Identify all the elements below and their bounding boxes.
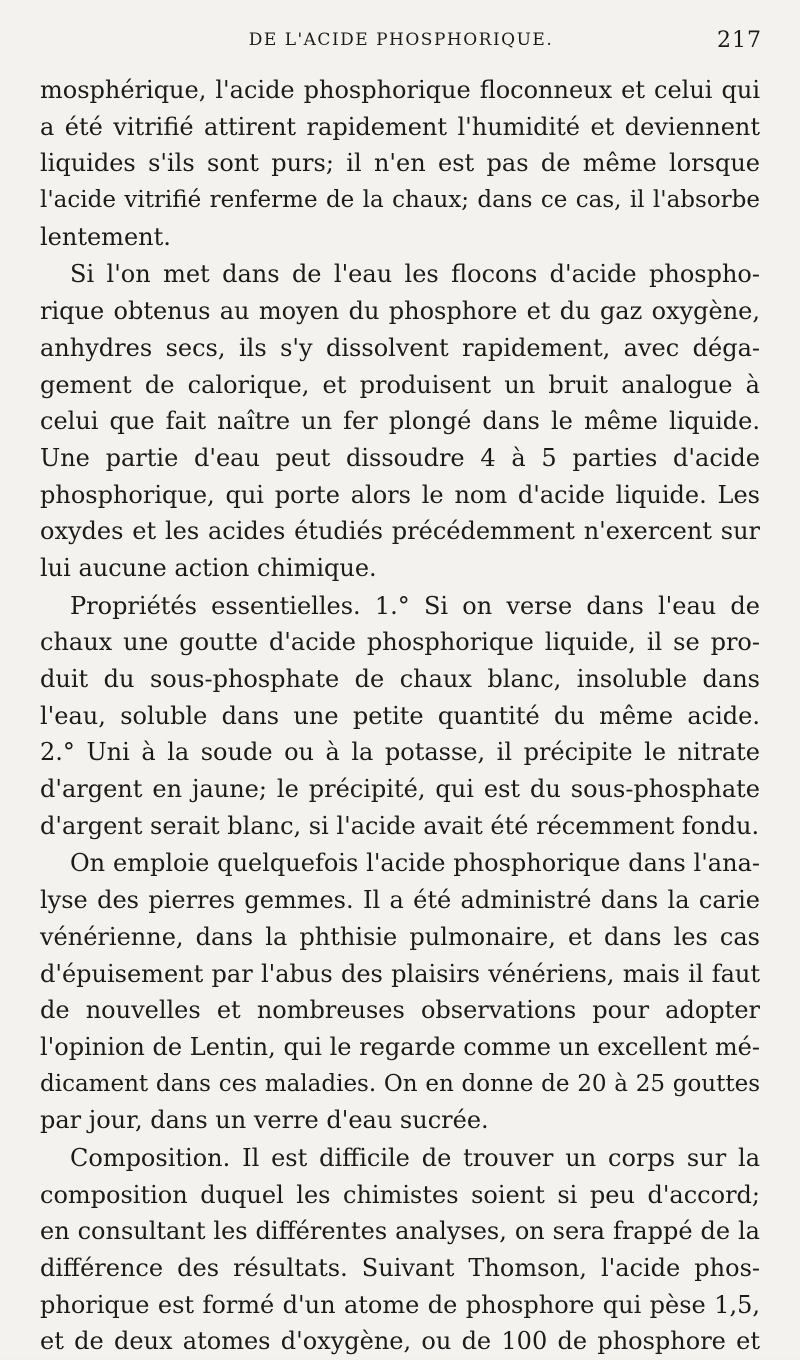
text-line: a été vitrifié attirent rapidement l'humidité et deviennent — [40, 112, 760, 141]
text-line: et de deux atomes d'oxygène, ou de 100 de phosphore et — [40, 1327, 760, 1356]
text-line: lyse des pierres gemmes. Il a été administré dans la carie — [40, 886, 760, 915]
text-line: Une partie d'eau peut dissoudre 4 à 5 parties d'acide — [40, 443, 760, 472]
page-number: 217 — [717, 28, 762, 53]
text-line: lentement. — [40, 222, 171, 251]
text-line: Propriétés essentielles. 1.° Si on verse dans l'eau de — [70, 591, 760, 620]
text-line: anhydres secs, ils s'y dissolvent rapidement, avec déga- — [40, 333, 760, 362]
text-line: différence des résultats. Suivant Thomson, l'acide phos- — [40, 1254, 760, 1282]
text-line: d'argent en jaune; le précipité, qui est du sous-phosphate — [40, 775, 760, 804]
text-line: phorique est formé d'un atome de phosphore qui pèse 1,5, — [40, 1290, 760, 1319]
text-line: duit du sous-phosphate de chaux blanc, insoluble dans — [40, 665, 760, 693]
text-line: lui aucune action chimique. — [40, 553, 377, 582]
text-line: rique obtenus au moyen du phosphore et du gaz oxygène, — [40, 297, 760, 326]
page-header — [40, 30, 762, 64]
text-line: en consultant les différentes analyses, on sera frappé de la — [40, 1217, 760, 1246]
running-head: DE L'ACIDE PHOSPHORIQUE. — [248, 30, 554, 50]
text-line: celui que fait naître un fer plongé dans le même liquide. — [40, 407, 760, 436]
text-line: vénérienne, dans la phthisie pulmonaire, et dans les cas — [40, 922, 760, 951]
text-line: l'opinion de Lentin, qui le regarde comme un excellent mé- — [40, 1032, 760, 1061]
text-line: gement de calorique, et produisent un bruit analogue à — [40, 370, 760, 399]
text-line: oxydes et les acides étudiés précédemment n'exercent sur — [40, 517, 760, 546]
text-line: liquides s'ils sont purs; il n'en est pas de même lorsque — [40, 149, 760, 178]
text-line: 2.° Uni à la soude ou à la potasse, il précipite le nitrate — [40, 738, 760, 767]
text-line: chaux une goutte d'acide phosphorique liquide, il se pro- — [40, 628, 760, 657]
text-line: d'épuisement par l'abus des plaisirs vénériens, mais il faut — [40, 959, 760, 988]
text-line: composition duquel les chimistes soient si peu d'accord; — [40, 1180, 760, 1209]
text-line: dicament dans ces maladies. On en donne de 20 à 25 gouttes — [40, 1070, 760, 1097]
text-line: l'acide vitrifié renferme de la chaux; dans ce cas, il l'absorbe — [40, 187, 760, 214]
text-line: On emploie quelquefois l'acide phosphorique dans l'ana- — [70, 849, 760, 878]
text-line: mosphérique, l'acide phosphorique floconneux et celui qui — [40, 76, 760, 104]
text-line: d'argent serait blanc, si l'acide avait été récemment fondu. — [40, 811, 760, 840]
text-line: de nouvelles et nombreuses observations pour adopter — [40, 996, 760, 1025]
text-line: Composition. Il est difficile de trouver un corps sur la — [70, 1143, 760, 1172]
text-line: par jour, dans un verre d'eau sucrée. — [40, 1106, 489, 1135]
text-line: l'eau, soluble dans une petite quantité du même acide. — [40, 701, 760, 730]
body-text — [40, 72, 760, 1360]
text-line: Si l'on met dans de l'eau les flocons d'acide phospho- — [70, 260, 760, 289]
text-line: phosphorique, qui porte alors le nom d'acide liquide. Les — [40, 480, 760, 509]
